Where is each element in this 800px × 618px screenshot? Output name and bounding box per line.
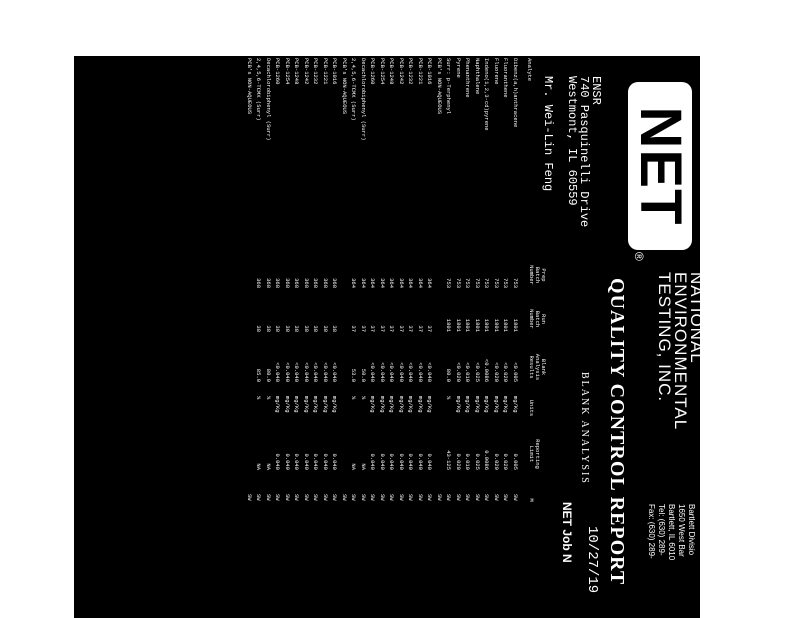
table-row (425, 56, 435, 618)
cell-code: SW (398, 494, 405, 501)
cell-analyte: Dibenz(a,h)anthracene (512, 58, 519, 128)
cell-analyte: PCB-1221 (322, 58, 329, 85)
cell-result: <0.040 (398, 362, 405, 382)
cell-code: SW (455, 494, 462, 501)
cell-result: 80.0 (445, 368, 453, 382)
report-page (74, 56, 706, 618)
cell-limit: 0.005 (512, 453, 519, 470)
cell-prep: 753 (474, 278, 481, 288)
company-line: TESTING, INC. (655, 272, 674, 403)
table-row (264, 56, 274, 618)
cell-run: 38 (274, 325, 282, 332)
client-line: ENSR (589, 76, 603, 105)
cell-prep: 364 (426, 278, 434, 288)
cell-prep: 753 (455, 278, 462, 288)
table-row (387, 56, 397, 618)
cell-result: <0.040 (417, 362, 424, 382)
header-code: M (528, 498, 535, 502)
cell-result: <0.040 (274, 362, 282, 382)
cell-analyte: PCB's NON-AQUEOUS (436, 58, 443, 115)
cell-analyte: Decachlorobiphenyl (Surr) (360, 58, 367, 141)
cell-run: 1801 (474, 318, 481, 332)
cell-limit: 0.040 (407, 453, 415, 470)
header-prep: Prep Batch Number (528, 265, 547, 285)
cell-prep: 753 (483, 278, 491, 288)
cell-units: mg/Kg (293, 396, 301, 413)
cell-run: 1801 (483, 318, 491, 332)
cell-analyte: PCB-1248 (293, 58, 301, 85)
cell-result: 50.0 (360, 368, 367, 382)
cell-units: mg/Kg (493, 396, 500, 413)
cell-run: 38 (322, 325, 329, 332)
cell-analyte: Naphthalene (474, 58, 481, 95)
table-row (454, 56, 464, 618)
cell-prep: 753 (502, 278, 510, 288)
company-name (656, 272, 704, 430)
cell-result: <0.040 (293, 362, 301, 382)
cell-limit: 0.020 (455, 453, 462, 470)
lab-address (646, 504, 696, 560)
cell-units: mg/Kg (388, 396, 396, 413)
client-line: 740 Pasquinelli Drive (577, 76, 591, 228)
cell-run: 1801 (502, 318, 510, 332)
cell-run: 1801 (445, 318, 453, 332)
cell-prep: 364 (398, 278, 405, 288)
cell-run: 38 (265, 325, 272, 332)
cell-result: <0.010 (464, 362, 472, 382)
cell-limit: 0.040 (417, 453, 424, 470)
cell-prep: 364 (360, 278, 367, 288)
cell-run: 37 (360, 325, 367, 332)
cell-code: SW (322, 494, 329, 501)
table-row (473, 56, 483, 618)
cell-units: mg/Kg (312, 396, 320, 413)
cell-analyte: Phenanthrene (464, 58, 472, 98)
cell-result: <0.040 (331, 362, 339, 382)
cell-code: SW (493, 494, 500, 501)
cell-result: 53.0 (350, 368, 358, 382)
cell-result: <0.040 (303, 362, 310, 382)
cell-analyte: PCB-1254 (379, 58, 386, 85)
cell-run: 1801 (455, 318, 462, 332)
table-header (520, 56, 546, 618)
registered-mark: ® (632, 252, 646, 261)
cell-prep: 368 (255, 278, 263, 288)
cell-run: 38 (293, 325, 301, 332)
cell-limit: 0.040 (322, 453, 329, 470)
table-row (330, 56, 340, 618)
cell-code: SW (341, 494, 348, 501)
cell-units: % (265, 396, 272, 400)
cell-analyte: Indeno(1,2,3-cd)pyrene (483, 58, 491, 131)
cell-run: 1801 (512, 318, 519, 332)
cell-run: 37 (379, 325, 386, 332)
client-line: Mr. Wei-Lin Feng (541, 76, 555, 192)
results-table (245, 56, 521, 618)
cell-units: mg/Kg (398, 396, 405, 413)
cell-run: 38 (312, 325, 320, 332)
cell-analyte: PCB's NON-AQUEOUS (246, 58, 253, 115)
cell-limit: 0.025 (474, 453, 481, 470)
cell-analyte: PCB-1221 (417, 58, 424, 85)
cell-analyte: PCB-1260 (369, 58, 377, 85)
cell-limit: 0.040 (312, 453, 320, 470)
cell-result: <0.005 (512, 362, 519, 382)
cell-units: mg/Kg (455, 396, 462, 413)
header-result: Blank Analysis Results (528, 353, 547, 381)
address-line: Bartlett Divisio (687, 504, 696, 556)
cell-analyte: 2,4,5,6-TCMX (Surr) (255, 58, 263, 121)
cell-units: mg/Kg (417, 396, 424, 413)
cell-analyte: PCB-1016 (426, 58, 434, 85)
cell-analyte: PCB's NON-AQUEOUS (341, 58, 348, 115)
cell-limit: 0.020 (493, 453, 500, 470)
cell-prep: 753 (512, 278, 519, 288)
cell-code: SW (369, 494, 377, 501)
cell-run: 1801 (464, 318, 472, 332)
cell-analyte: Pyrene (455, 58, 462, 78)
cell-prep: 753 (464, 278, 472, 288)
cell-units: mg/Kg (322, 396, 329, 413)
table-row (349, 56, 359, 618)
cell-limit: 0.040 (379, 453, 386, 470)
cell-result: <0.040 (379, 362, 386, 382)
table-row (368, 56, 378, 618)
cell-units: mg/Kg (407, 396, 415, 413)
cell-units: mg/Kg (379, 396, 386, 413)
cell-result: <0.040 (426, 362, 434, 382)
cell-limit: 0.040 (274, 453, 282, 470)
cell-limit: 0.040 (426, 453, 434, 470)
cell-code: SW (284, 494, 291, 501)
cell-prep: 364 (369, 278, 377, 288)
cell-limit: NA (265, 463, 272, 470)
cell-analyte: Fluorene (493, 58, 500, 85)
cell-analyte: PCB-1232 (407, 58, 415, 85)
cell-result: <0.020 (502, 362, 510, 382)
cell-analyte: 2,4,5,6-TCMX (Surr) (350, 58, 358, 121)
cell-prep: 368 (284, 278, 291, 288)
table-row (482, 56, 492, 618)
cell-code: SW (312, 494, 320, 501)
cell-units: mg/Kg (369, 396, 377, 413)
cell-analyte: PCB-1254 (284, 58, 291, 85)
cell-code: SW (360, 494, 367, 501)
table-row (311, 56, 321, 618)
cell-code: SW (417, 494, 424, 501)
cell-code: SW (293, 494, 301, 501)
table-row (245, 56, 255, 618)
cell-limit: 0.0086 (483, 450, 491, 470)
table-row (511, 56, 521, 618)
cell-analyte: Surr: p-Terphenyl (445, 58, 453, 115)
cell-run: 38 (303, 325, 310, 332)
cell-units: mg/Kg (331, 396, 339, 413)
cell-units: % (350, 396, 358, 400)
cell-prep: 364 (379, 278, 386, 288)
cell-code: SW (379, 494, 386, 501)
cell-run: 38 (331, 325, 339, 332)
report-date: 10/27/19 (584, 526, 600, 594)
table-row (444, 56, 454, 618)
cell-prep: 364 (350, 278, 358, 288)
table-row (273, 56, 283, 618)
cell-run: 37 (398, 325, 405, 332)
header-units: Units (528, 399, 535, 417)
table-row (435, 56, 445, 618)
cell-limit: 0.040 (284, 453, 291, 470)
cell-code: SW (436, 494, 443, 501)
cell-units: mg/Kg (474, 396, 481, 413)
client-block (542, 76, 602, 227)
company-line: ENVIRONMENTAL (671, 272, 690, 431)
table-row (397, 56, 407, 618)
cell-units: mg/Kg (512, 396, 519, 413)
company-line: NATIONAL (687, 272, 706, 364)
table-row (463, 56, 473, 618)
cell-code: SW (331, 494, 339, 501)
report-subtitle: BLANK ANALYSIS (579, 372, 590, 485)
cell-limit: 0.010 (464, 453, 472, 470)
cell-run: 1801 (493, 318, 500, 332)
cell-analyte: PCB-1016 (331, 58, 339, 85)
cell-analyte: PCB-1242 (303, 58, 310, 85)
cell-run: 38 (284, 325, 291, 332)
cell-limit: 0.040 (303, 453, 310, 470)
cell-result: <0.040 (322, 362, 329, 382)
table-row (283, 56, 293, 618)
table-row (416, 56, 426, 618)
table-row (292, 56, 302, 618)
cell-run: 37 (417, 325, 424, 332)
cell-prep: 364 (388, 278, 396, 288)
cell-limit: 0.040 (398, 453, 405, 470)
cell-code: SW (303, 494, 310, 501)
cell-units: mg/Kg (426, 396, 434, 413)
cell-units: % (255, 396, 263, 400)
table-row (406, 56, 416, 618)
header-analyte: Analyte (526, 58, 533, 82)
cell-analyte: PCB-1242 (398, 58, 405, 85)
cell-result: <0.025 (474, 362, 481, 382)
net-logo: NET (628, 106, 693, 226)
cell-units: mg/Kg (502, 396, 510, 413)
cell-limit: 0.020 (502, 453, 510, 470)
scanned-page (74, 56, 706, 618)
table-row (302, 56, 312, 618)
cell-units: mg/Kg (303, 396, 310, 413)
cell-code: SW (483, 494, 491, 501)
cell-code: SW (426, 494, 434, 501)
table-row (378, 56, 388, 618)
cell-code: SW (445, 494, 453, 501)
cell-run: 37 (369, 325, 377, 332)
cell-units: mg/Kg (274, 396, 282, 413)
cell-units: % (445, 396, 453, 400)
cell-limit: NA (255, 463, 263, 470)
job-number-label: NET Job N (560, 502, 574, 563)
header-limit: Reporting Limit (528, 439, 541, 469)
cell-result: <0.0086 (483, 358, 491, 382)
cell-result: <0.040 (407, 362, 415, 382)
cell-result: 80.0 (265, 368, 272, 382)
cell-analyte: PCB-1232 (312, 58, 320, 85)
cell-run: 37 (426, 325, 434, 332)
cell-prep: 368 (322, 278, 329, 288)
cell-prep: 368 (293, 278, 301, 288)
cell-units: mg/Kg (483, 396, 491, 413)
cell-units: mg/Kg (284, 396, 291, 413)
cell-code: SW (274, 494, 282, 501)
cell-prep: 368 (265, 278, 272, 288)
cell-limit: NA (350, 463, 358, 470)
cell-limit: NA (360, 463, 367, 470)
cell-limit: 0.040 (369, 453, 377, 470)
cell-code: SW (350, 494, 358, 501)
table-row (254, 56, 264, 618)
table-row (492, 56, 502, 618)
cell-result: 85.0 (255, 368, 263, 382)
cell-units: % (360, 396, 367, 400)
cell-result: <0.040 (284, 362, 291, 382)
table-row (321, 56, 331, 618)
header-run: Run Batch Number (528, 309, 547, 329)
cell-result: <0.040 (369, 362, 377, 382)
cell-code: SW (502, 494, 510, 501)
address-line: 1650 West Bar (677, 504, 686, 557)
table-row (359, 56, 369, 618)
cell-code: SW (407, 494, 415, 501)
address-line: Tel: (630) 289- (657, 504, 666, 556)
cell-analyte: PCB-1260 (274, 58, 282, 85)
cell-run: 37 (350, 325, 358, 332)
cell-limit: 0.040 (331, 453, 339, 470)
cell-run: 37 (407, 325, 415, 332)
address-line: Bartlett, IL 6010 (667, 504, 676, 561)
cell-result: <0.020 (455, 362, 462, 382)
cell-run: 37 (388, 325, 396, 332)
cell-analyte: Fluoranthene (502, 58, 510, 98)
client-line: Westmont, IL 60559 (565, 76, 579, 206)
cell-code: SW (265, 494, 272, 501)
cell-prep: 368 (274, 278, 282, 288)
cell-prep: 753 (445, 278, 453, 288)
cell-code: SW (246, 494, 253, 501)
cell-result: <0.040 (388, 362, 396, 382)
cell-result: <0.020 (493, 362, 500, 382)
cell-code: SW (255, 494, 263, 501)
table-row (501, 56, 511, 618)
cell-result: <0.040 (312, 362, 320, 382)
cell-code: SW (464, 494, 472, 501)
cell-prep: 364 (417, 278, 424, 288)
table-row (340, 56, 350, 618)
cell-units: mg/Kg (464, 396, 472, 413)
cell-prep: 753 (493, 278, 500, 288)
cell-run: 38 (255, 325, 263, 332)
cell-code: SW (512, 494, 519, 501)
cell-analyte: Decachlorobiphenyl (Surr) (265, 58, 272, 141)
cell-prep: 368 (312, 278, 320, 288)
cell-code: SW (388, 494, 396, 501)
cell-limit: 0.040 (388, 453, 396, 470)
logo-badge (628, 82, 692, 250)
cell-code: SW (474, 494, 481, 501)
cell-limit: 43-125 (445, 450, 453, 470)
cell-prep: 368 (303, 278, 310, 288)
cell-analyte: PCB-1248 (388, 58, 396, 85)
address-line: Fax: (630) 289- (647, 504, 656, 559)
cell-prep: 368 (331, 278, 339, 288)
cell-prep: 364 (407, 278, 415, 288)
cell-limit: 0.040 (293, 453, 301, 470)
report-title: QUALITY CONTROL REPORT (606, 278, 628, 586)
